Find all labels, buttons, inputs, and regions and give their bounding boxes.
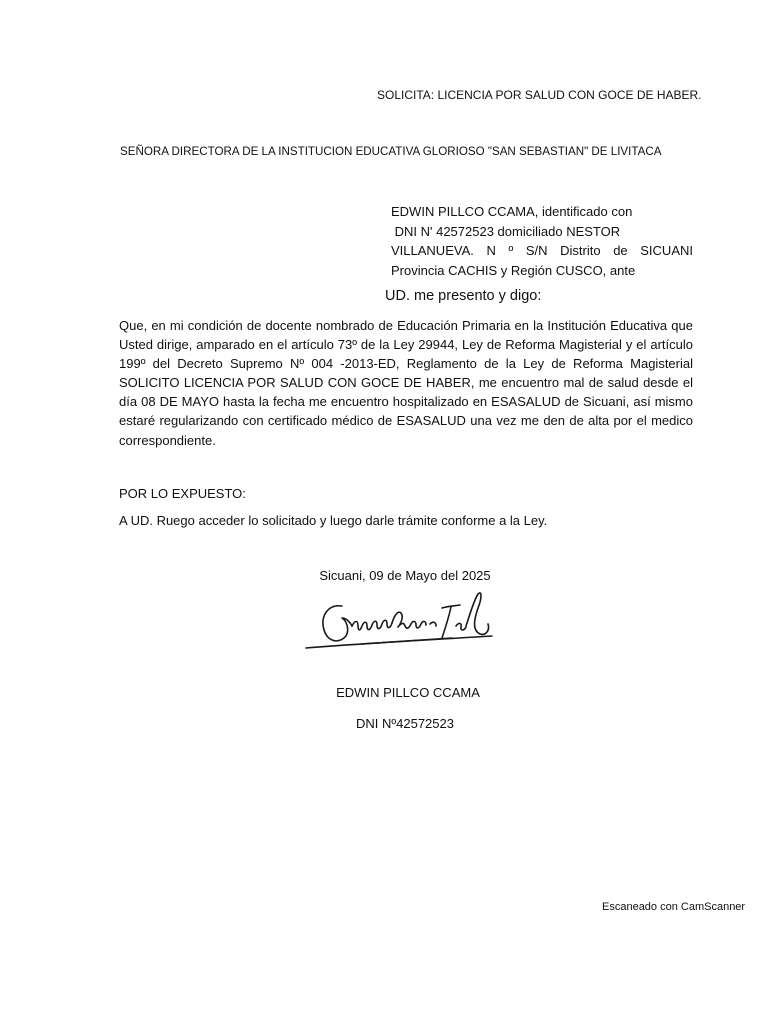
request-subject: SOLICITA: LICENCIA POR SALUD CON GOCE DE HABER.: [377, 88, 702, 102]
identification-line: VILLANUEVA. N º S/N Distrito de SICUANI: [391, 243, 693, 259]
intro-line: UD. me presento y digo:: [385, 288, 542, 304]
place-date: Sicuani, 09 de Mayo del 2025: [319, 568, 491, 583]
identification-line: DNI N' 42572523 domiciliado NESTOR: [391, 223, 621, 239]
camscanner-watermark: Escaneado con CamScanner: [602, 901, 746, 913]
handwritten-signature: [302, 586, 498, 658]
request-paragraph: Que, en mi condición de docente nombrado de Educación Primaria en la Institución Educativa que Usted dirige, amparado en el artículo 73º de la Ley 29944, Ley de Reforma Magisterial y el artículo 199º del Decreto Supremo Nº 004 -2013-ED, Reglamento de la Ley de Reforma Magisterial SOLICITO LICENCIA POR SALUD CON GOCE DE HABER, me encuentro mal de salud desde el día 08 DE MAYO hasta la fecha me encuentro hospitalizado en ESASALUD de Sicuani, así mismo estaré regularizando con certificado médico de ESASALUD una vez me den de alta por el medico correspondiente.: [119, 318, 693, 448]
signer-dni: DNI Nº42572523: [356, 716, 454, 731]
identification-line: EDWIN PILLCO CCAMA, identificado con: [391, 204, 633, 219]
addressee-line: SEÑORA DIRECTORA DE LA INSTITUCION EDUCATIVA GLORIOSO "SAN SEBASTIAN" DE LIVITACA: [120, 145, 662, 158]
closing-heading: POR LO EXPUESTO:: [119, 486, 246, 501]
signer-name: EDWIN PILLCO CCAMA: [336, 685, 480, 700]
identification-line: Provincia CACHIS y Región CUSCO, ante: [391, 263, 636, 279]
identification-block: [391, 202, 693, 281]
closing-request: A UD. Ruego acceder lo solicitado y luego darle trámite conforme a la Ley.: [119, 513, 548, 528]
